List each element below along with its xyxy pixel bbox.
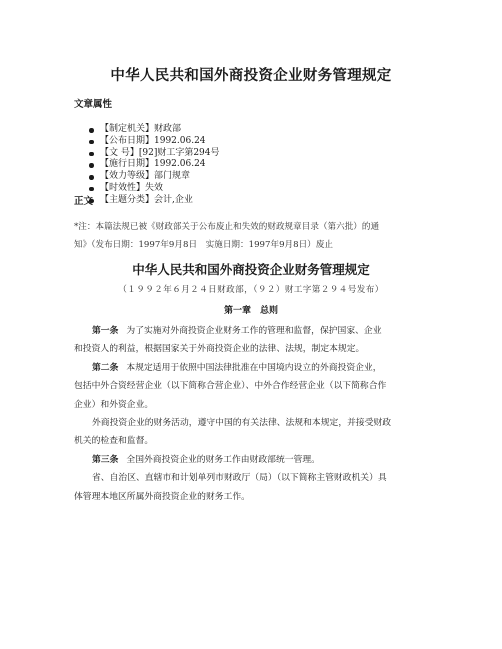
list-item: 【主题分类】会计,企业	[86, 195, 220, 207]
list-item: 【时效性】失效	[86, 183, 220, 195]
bullet-icon	[89, 163, 94, 168]
article-2-line: 第二条 本规定适用于依照中国法律批准在中国境内设立的外商投资企业，	[92, 362, 382, 373]
article-2-line: 企业）和外资企业。	[74, 399, 154, 410]
attributes-heading: 文章属性	[74, 99, 113, 110]
bullet-icon	[89, 187, 94, 192]
repeal-note	[74, 218, 434, 254]
paragraph-line: 机关的检查和监督。	[74, 436, 154, 447]
article-3-line: 第三条 全国外商投资企业的财务工作由财政部统一管理。	[92, 454, 320, 465]
bullet-icon	[89, 140, 94, 145]
law-title: 中华人民共和国外商投资企业财务管理规定	[132, 262, 370, 277]
article-2-label: 第二条	[92, 362, 119, 373]
law-subtitle: （１９９２年６月２４日财政部，（９２）财工字第２９４号发布）	[118, 285, 384, 295]
bullet-icon	[89, 175, 94, 180]
article-body	[74, 322, 436, 506]
paragraph-line: 省、自治区、直辖市和计划单列市财政厅（局）（以下简称主管财政机关）具	[92, 473, 387, 484]
attributes-list	[86, 124, 220, 207]
article-1-line: 和投资人的利益，根据国家关于外商投资企业的法律、法规，制定本规定。	[74, 344, 365, 355]
paragraph-line: 体管理本地区所属外商投资企业的财务工作。	[74, 491, 250, 502]
bullet-icon	[89, 152, 94, 157]
article-1-label: 第一条	[92, 326, 119, 336]
note-line: *注：本篇法规已被《财政部关于公布废止和失效的财政规章目录（第六批）的通	[74, 222, 380, 232]
body-heading: 正文	[74, 196, 94, 207]
chapter-title: 第一章 总则	[223, 306, 278, 316]
article-2-line: 包括中外合资经营企业（以下简称合营企业）、中外合作经营企业（以下简称合作	[74, 381, 387, 392]
article-1-line: 第一条 为了实施对外商投资企业财务工作的管理和监督，保护国家、企业	[92, 326, 382, 336]
article-3-label: 第三条	[92, 454, 119, 465]
list-item: 【施行日期】1992.06.24	[86, 159, 220, 171]
list-item: 【文 号】[92]财工字第294号	[86, 148, 220, 160]
list-item: 【公布日期】1992.06.24	[86, 136, 220, 148]
document-title: 中华人民共和国外商投资企业财务管理规定	[110, 68, 392, 84]
paragraph-line: 外商投资企业的财务活动，遵守中国的有关法律、法规和本规定，并接受财政	[92, 418, 392, 429]
list-item: 【制定机关】财政部	[86, 124, 220, 136]
note-line: 知》（发布日期：1997年9月8日 实施日期：1997年9月8日）废止	[74, 240, 333, 250]
bullet-icon	[89, 128, 94, 133]
list-item: 【效力等级】部门规章	[86, 171, 220, 183]
